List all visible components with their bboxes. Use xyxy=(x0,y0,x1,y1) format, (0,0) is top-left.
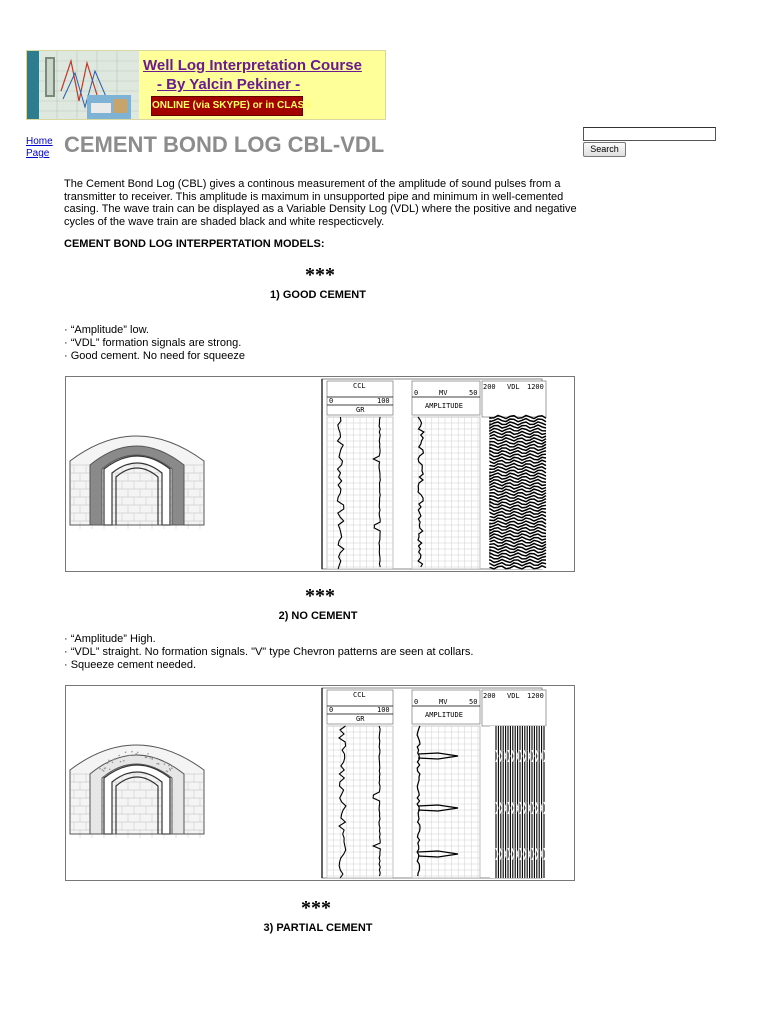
gr-max-label: 100 xyxy=(377,397,390,405)
gr-max-label: 100 xyxy=(377,706,390,714)
models-heading: CEMENT BOND LOG INTERPERTATION MODELS: xyxy=(64,238,325,250)
bullet-list xyxy=(64,324,564,363)
search-button[interactable]: Search xyxy=(583,142,626,157)
amplitude-max-label: 50 xyxy=(469,389,478,397)
home-page-link[interactable]: Home Page xyxy=(26,136,53,159)
casing-cross-section xyxy=(70,745,204,838)
vdl-track xyxy=(490,415,546,569)
bullet-item: · “VDL” formation signals are strong. xyxy=(64,337,242,349)
vdl-label: VDL xyxy=(507,692,520,700)
bullet-item: · “Amplitude” low. xyxy=(64,324,149,336)
separator-stars: *** xyxy=(301,897,331,919)
banner-photo-collage xyxy=(27,51,139,120)
cbl-figure-good-cement xyxy=(65,376,575,572)
section-title-good-cement: 1) GOOD CEMENT xyxy=(270,289,366,301)
bullet-item: · Squeeze cement needed. xyxy=(64,659,197,671)
ccl-label: CCL xyxy=(353,691,366,699)
separator-stars: *** xyxy=(305,585,335,607)
section-title-no-cement: 2) NO CEMENT xyxy=(278,610,358,622)
cbl-figure-no-cement xyxy=(65,685,575,881)
casing-cross-section xyxy=(70,436,204,529)
separator-stars: *** xyxy=(305,264,335,286)
log-tracks xyxy=(322,379,546,569)
ccl-label: CCL xyxy=(353,382,366,390)
online-or-class-button[interactable]: ONLINE (via SKYPE) or in CLASS xyxy=(151,96,303,116)
vdl-min-label: 200 xyxy=(483,383,496,391)
bullet-item: · “Amplitude” High. xyxy=(64,633,156,645)
amplitude-max-label: 50 xyxy=(469,698,478,706)
amplitude-min-label: 0 xyxy=(414,389,419,397)
vdl-max-label: 1200 xyxy=(527,383,544,391)
intro-paragraph: The Cement Bond Log (CBL) gives a continous measurement of the amplitude of sound pulses from a transmitter to receiver. This amplitude is maximum in unsupported pipe and minimum in well-cemented casing. The wave train can be displayed as a Variable Density Log (VDL) where the positive and negative cycles of the wave train are shaded black and white respecticvely. xyxy=(64,178,577,228)
gr-min-label: 0 xyxy=(329,706,334,714)
bullet-item: · “VDL” straight. No formation signals. "V" type Chevron patterns are seen at collars. xyxy=(64,646,474,658)
vdl-min-label: 200 xyxy=(483,692,496,700)
gr-label: GR xyxy=(356,715,365,723)
banner-title[interactable]: Well Log Interpretation Course xyxy=(143,57,362,74)
gr-min-label: 0 xyxy=(329,397,334,405)
gr-ccl-track-grid xyxy=(327,726,393,878)
section-title-partial-cement: 3) PARTIAL CEMENT xyxy=(263,922,373,934)
amplitude-unit-label: MV xyxy=(439,698,448,706)
vdl-max-label: 1200 xyxy=(527,692,544,700)
amplitude-min-label: 0 xyxy=(414,698,419,706)
vdl-label: VDL xyxy=(507,383,520,391)
search-input[interactable] xyxy=(583,127,716,141)
bullet-list xyxy=(64,633,564,672)
gr-ccl-track-grid xyxy=(327,417,393,569)
log-tracks xyxy=(322,688,546,878)
gr-label: GR xyxy=(356,406,365,414)
vdl-track xyxy=(490,726,546,878)
amplitude-unit-label: MV xyxy=(439,389,448,397)
page-title: CEMENT BOND LOG CBL-VDL xyxy=(64,132,385,157)
banner-author[interactable]: - By Yalcin Pekiner - xyxy=(157,76,301,93)
bullet-item: · Good cement. No need for squeeze xyxy=(64,350,245,362)
amplitude-label: AMPLITUDE xyxy=(425,402,463,410)
course-banner[interactable] xyxy=(26,50,386,120)
amplitude-label: AMPLITUDE xyxy=(425,711,463,719)
